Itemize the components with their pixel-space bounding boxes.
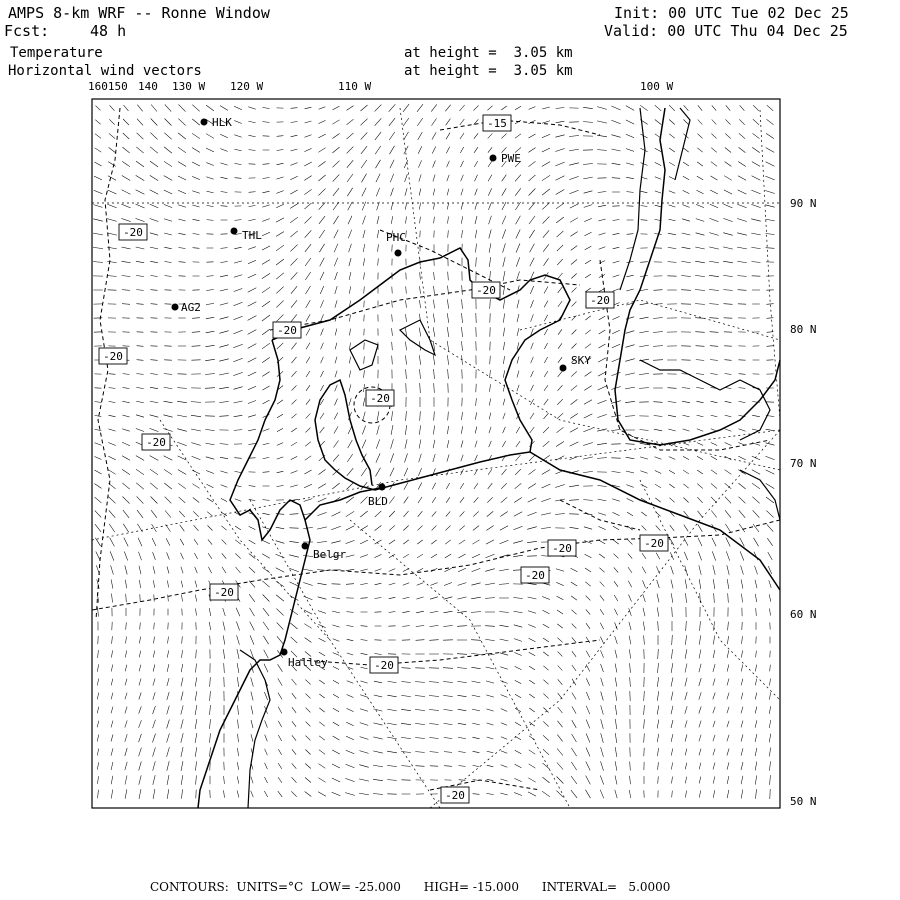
svg-text:-20: -20 [374,659,394,672]
svg-text:Halley: Halley [288,656,328,669]
wind-vectors [93,104,775,799]
svg-text:PHC: PHC [386,231,406,244]
model-title: AMPS 8-km WRF -- Ronne Window [8,4,270,22]
contour-label [366,390,394,406]
svg-text:AG2: AG2 [181,301,201,314]
station-ag2 [172,301,201,314]
latitude-labels [790,197,817,808]
wind-vector-arrows [93,104,775,799]
svg-text:Belgr: Belgr [313,548,347,561]
contour-label [441,787,469,803]
svg-text:-20: -20 [476,284,496,297]
station-thl [231,228,263,243]
longitude-label: 110 W [338,80,372,93]
contour-label [472,282,500,298]
contour-label [210,584,238,600]
longitude-label: 130 W [172,80,206,93]
contour-label [521,567,549,583]
svg-text:-20: -20 [590,294,610,307]
longitude-label: 120 W [230,80,264,93]
latitude-label: 80 N [790,323,817,336]
station-hlk [201,116,233,129]
latitude-label: 90 N [790,197,817,210]
longitude-labels [88,80,673,93]
field-wind-vectors: Horizontal wind vectors [8,63,202,79]
station-pwe [490,152,521,165]
forecast-label: Fcst: [4,22,50,40]
contour-info-footer: CONTOURS: UNITS=°C LOW= -25.000 HIGH= -15.000 INTERVAL= 5.0000 [150,880,671,894]
height-label-1: at height = 3.05 km [404,45,573,61]
svg-text:-20: -20 [146,436,166,449]
svg-text:PWE: PWE [501,152,521,165]
longitude-label: 100 W [640,80,674,93]
svg-text:HLK: HLK [212,116,232,129]
longitude-label: 140 [138,80,158,93]
contour-label [119,224,147,240]
svg-text:-20: -20 [123,226,143,239]
contour-label [99,348,127,364]
contour-label [640,535,668,551]
contour-label [548,540,576,556]
station-halley [281,649,329,670]
valid-time: Valid: 00 UTC Thu 04 Dec 25 [604,22,848,40]
latitude-label: 50 N [790,795,817,808]
contour-label [273,322,301,338]
svg-text:THL: THL [242,229,262,242]
svg-text:-15: -15 [487,117,507,130]
svg-text:-20: -20 [445,789,465,802]
latitude-label: 70 N [790,457,817,470]
field-temperature: Temperature [10,45,103,61]
svg-text:BLD: BLD [368,495,388,508]
latitude-label: 60 N [790,608,817,621]
contour-label [586,292,614,308]
longitude-label: 160150 [88,80,128,93]
svg-text:-20: -20 [525,569,545,582]
svg-text:-20: -20 [552,542,572,555]
station-bld [368,484,388,509]
svg-text:-20: -20 [370,392,390,405]
svg-text:-20: -20 [103,350,123,363]
svg-text:-20: -20 [277,324,297,337]
station-sky [560,354,592,372]
temperature-contours [92,108,780,790]
station-belgr [302,543,347,562]
map-frame [92,99,780,808]
init-time: Init: 00 UTC Tue 02 Dec 25 [614,4,849,22]
contour-label [483,115,511,131]
height-label-2: at height = 3.05 km [404,63,573,79]
contour-label [370,657,398,673]
forecast-hours: 48 h [90,22,127,40]
contour-label [142,434,170,450]
station-phc [386,231,406,257]
coastlines [198,108,780,808]
svg-text:-20: -20 [644,537,664,550]
svg-text:-20: -20 [214,586,234,599]
lat-lon-grid [92,108,780,808]
svg-text:SKY: SKY [571,354,591,367]
